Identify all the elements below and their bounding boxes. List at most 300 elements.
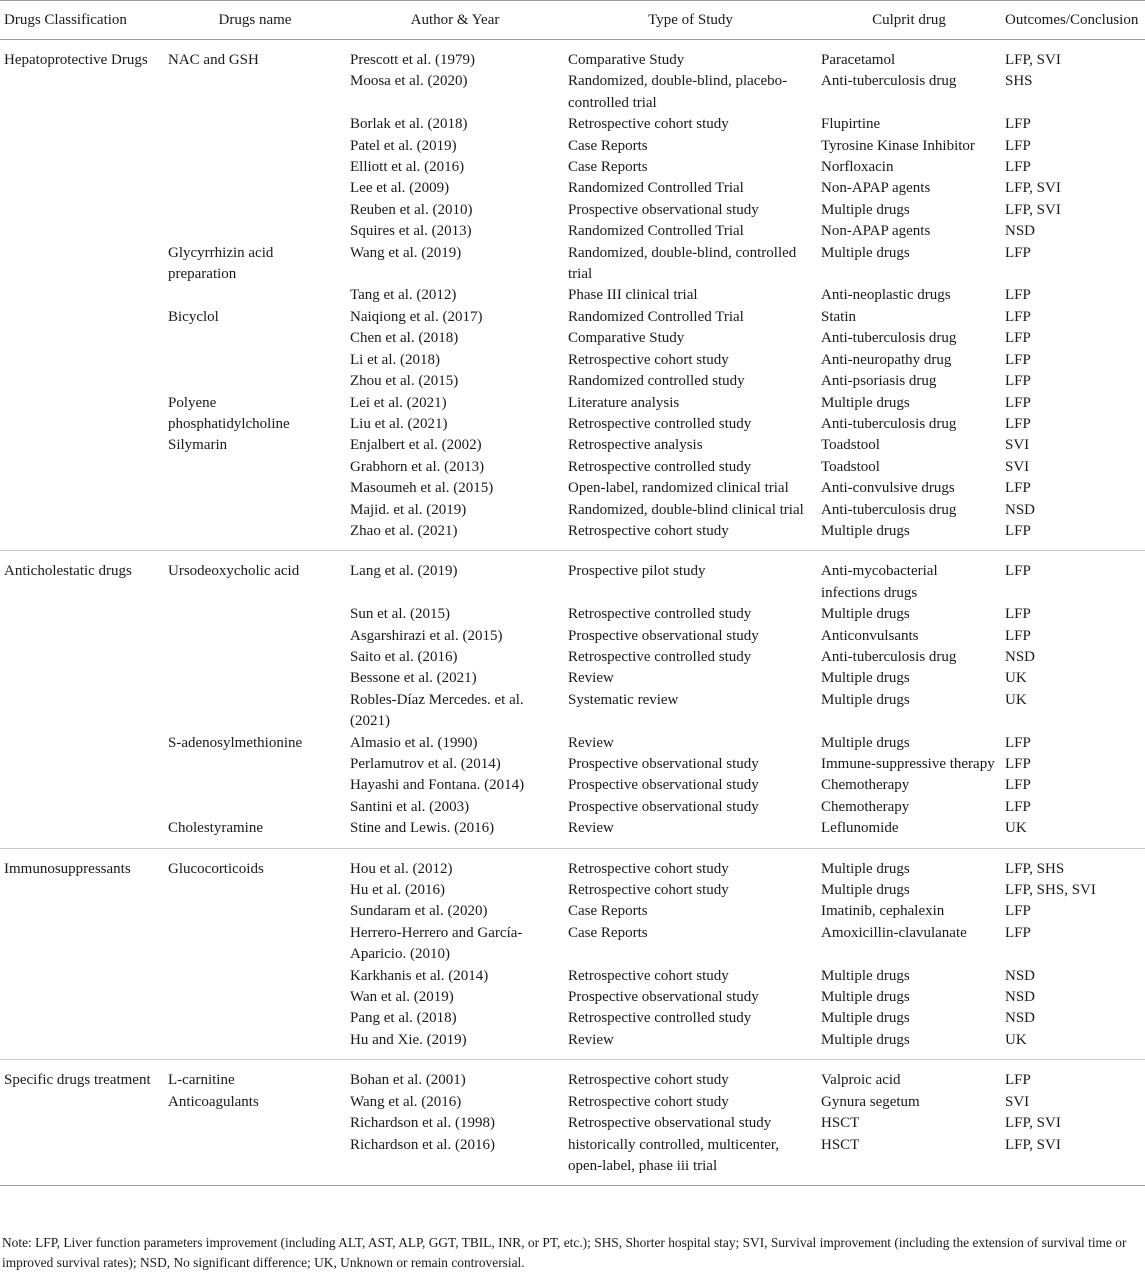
cell-classification — [0, 393, 164, 414]
cell-outcome: UK — [1005, 691, 1027, 708]
cell-classification — [0, 114, 164, 135]
cell-culprit-drug: HSCT — [821, 1115, 860, 1132]
cell-drug-name — [164, 71, 346, 114]
table-row — [0, 880, 1145, 901]
cell-study-type: Randomized, double-blind clinical trial — [568, 501, 804, 518]
cell-drug-name — [164, 690, 346, 733]
cell-outcome: LFP, SVI — [1005, 52, 1061, 68]
cell-drug-name: Anticoagulants — [168, 1093, 259, 1110]
cell-outcome: LFP — [1005, 373, 1031, 390]
cell-culprit-drug: Multiple drugs — [821, 882, 910, 899]
cell-culprit-drug: Anti-tuberculosis drug — [821, 330, 957, 347]
cell-author-year: Enjalbert et al. (2002) — [350, 437, 482, 454]
table-body — [0, 40, 1145, 1186]
cell-culprit-drug: Anti-tuberculosis drug — [821, 73, 957, 90]
cell-culprit-drug: Immune-suppressive therapy — [821, 756, 995, 772]
cell-classification — [0, 880, 164, 901]
cell-study-type: Prospective observational study — [568, 201, 759, 218]
cell-study-type: Retrospective observational study — [568, 1115, 772, 1132]
table-row — [0, 797, 1145, 818]
table-row — [0, 1008, 1145, 1029]
table-row — [0, 71, 1145, 114]
cell-author-year: Robles-Díaz Mercedes. et al. (2021) — [350, 691, 524, 730]
cell-classification — [0, 521, 164, 551]
cell-outcome: SVI — [1005, 437, 1030, 454]
cell-classification — [0, 328, 164, 349]
cell-outcome: UK — [1005, 670, 1027, 687]
table-row — [0, 435, 1145, 456]
cell-drug-name — [164, 114, 346, 135]
cell-drug-name — [164, 521, 346, 551]
cell-drug-name — [164, 350, 346, 371]
cell-study-type: Retrospective cohort study — [568, 967, 729, 984]
cell-drug-name — [164, 647, 346, 668]
table-row — [0, 733, 1145, 754]
cell-outcome: LFP — [1005, 116, 1031, 133]
cell-outcome: LFP — [1005, 159, 1031, 176]
table-row — [0, 285, 1145, 306]
cell-author-year: Sun et al. (2015) — [350, 606, 450, 623]
cell-culprit-drug: Gynura segetum — [821, 1093, 920, 1110]
cell-drug-name — [164, 987, 346, 1008]
cell-classification — [0, 500, 164, 521]
cell-study-type: Retrospective controlled study — [568, 648, 752, 665]
cell-outcome: NSD — [1005, 967, 1036, 984]
table-row — [0, 987, 1145, 1008]
cell-outcome: LFP — [1005, 244, 1031, 261]
table-row — [0, 221, 1145, 242]
cell-drug-name — [164, 604, 346, 625]
cell-study-type: Randomized Controlled Trial — [568, 223, 744, 240]
cell-culprit-drug: Amoxicillin-clavulanate — [821, 924, 967, 941]
cell-author-year: Chen et al. (2018) — [350, 330, 459, 347]
cell-culprit-drug: Valproic acid — [821, 1072, 901, 1089]
cell-author-year: Stine and Lewis. (2016) — [350, 820, 495, 837]
cell-outcome: LFP, SVI — [1005, 1115, 1061, 1132]
cell-culprit-drug: Anti-tuberculosis drug — [821, 501, 957, 518]
cell-author-year: Herrero-Herrero and García-Aparicio. (2010) — [350, 924, 523, 963]
cell-culprit-drug: Anti-mycobacterial infections drugs — [821, 563, 938, 601]
cell-culprit-drug: Multiple drugs — [821, 860, 910, 877]
table-row — [0, 923, 1145, 966]
cell-study-type: Phase III clinical trial — [568, 287, 698, 304]
cell-outcome: LFP, SHS — [1005, 860, 1065, 877]
cell-culprit-drug: Multiple drugs — [821, 606, 910, 623]
cell-study-type: Prospective observational study — [568, 627, 759, 644]
cell-classification: Specific drugs treatment — [4, 1072, 151, 1089]
cell-classification — [0, 1092, 164, 1113]
cell-author-year: Tang et al. (2012) — [350, 287, 457, 304]
cell-author-year: Hu and Xie. (2019) — [350, 1031, 467, 1048]
cell-outcome: LFP, SVI — [1005, 201, 1061, 218]
cell-study-type: Case Reports — [568, 137, 648, 154]
cell-classification — [0, 901, 164, 922]
cell-culprit-drug: Multiple drugs — [821, 989, 910, 1006]
cell-culprit-drug: Tyrosine Kinase Inhibitor — [821, 137, 975, 154]
cell-classification — [0, 604, 164, 625]
cell-culprit-drug: Multiple drugs — [821, 967, 910, 984]
cell-culprit-drug: Multiple drugs — [821, 1010, 910, 1027]
cell-study-type: Review — [568, 1031, 614, 1048]
cell-study-type: Case Reports — [568, 924, 648, 941]
table-row — [0, 178, 1145, 199]
table-row — [0, 307, 1145, 328]
header-row — [0, 1, 1145, 40]
cell-classification — [0, 626, 164, 647]
cell-classification — [0, 733, 164, 754]
table-row — [0, 668, 1145, 689]
cell-drug-name: Polyene — [168, 394, 217, 411]
cell-drug-name — [164, 157, 346, 178]
header-cell-classification: Drugs Classification — [0, 1, 164, 40]
header-cell-culprit-drug: Culprit drug — [817, 1, 1001, 40]
cell-culprit-drug: Multiple drugs — [821, 201, 910, 218]
cell-culprit-drug: Multiple drugs — [821, 1031, 910, 1048]
cell-culprit-drug: Non-APAP agents — [821, 223, 931, 240]
cell-study-type: Prospective observational study — [568, 989, 759, 1006]
cell-study-type: Case Reports — [568, 903, 648, 920]
cell-study-type: Retrospective cohort study — [568, 1072, 729, 1089]
cell-author-year: Pang et al. (2018) — [350, 1010, 457, 1027]
cell-outcome: LFP, SVI — [1005, 180, 1061, 197]
cell-culprit-drug: Anti-tuberculosis drug — [821, 648, 957, 665]
cell-study-type: Prospective pilot study — [568, 563, 706, 580]
table-row — [0, 647, 1145, 668]
cell-drug-name — [164, 966, 346, 987]
cell-classification — [0, 435, 164, 456]
cell-author-year: Asgarshirazi et al. (2015) — [350, 627, 503, 644]
cell-outcome: LFP, SHS, SVI — [1005, 882, 1096, 899]
cell-drug-name: S-adenosylmethionine — [168, 734, 303, 751]
cell-drug-name — [164, 626, 346, 647]
cell-drug-name: Bicyclol — [168, 308, 219, 325]
cell-author-year: Karkhanis et al. (2014) — [350, 967, 489, 984]
cell-study-type: Case Reports — [568, 159, 648, 176]
cell-culprit-drug: Flupirtine — [821, 116, 881, 133]
cell-outcome: NSD — [1005, 223, 1036, 240]
cell-drug-name — [164, 328, 346, 349]
table-row — [0, 393, 1145, 414]
cell-classification — [0, 818, 164, 848]
cell-study-type: Retrospective cohort study — [568, 351, 729, 368]
cell-study-type: Literature analysis — [568, 394, 680, 411]
cell-outcome: LFP — [1005, 287, 1031, 304]
cell-classification — [0, 775, 164, 796]
cell-author-year: Borlak et al. (2018) — [350, 116, 468, 133]
cell-author-year: Bessone et al. (2021) — [350, 670, 477, 687]
cell-study-type: Retrospective analysis — [568, 437, 703, 454]
cell-classification: Anticholestatic drugs — [4, 563, 132, 580]
table-row — [0, 966, 1145, 987]
cell-outcome: NSD — [1005, 501, 1036, 518]
cell-author-year: Lee et al. (2009) — [350, 180, 450, 197]
cell-outcome: NSD — [1005, 989, 1036, 1006]
cell-study-type: Review — [568, 734, 614, 751]
cell-classification — [0, 457, 164, 478]
cell-classification — [0, 414, 164, 435]
cell-outcome: NSD — [1005, 1010, 1036, 1027]
table-row — [0, 500, 1145, 521]
cell-culprit-drug: Multiple drugs — [821, 691, 910, 708]
cell-study-type: Systematic review — [568, 691, 679, 708]
cell-author-year: Richardson et al. (1998) — [350, 1115, 495, 1132]
cell-drug-name — [164, 457, 346, 478]
cell-classification — [0, 136, 164, 157]
cell-classification — [0, 371, 164, 392]
cell-classification — [0, 1030, 164, 1060]
cell-culprit-drug: Imatinib, cephalexin — [821, 903, 945, 920]
table-row — [0, 521, 1145, 551]
cell-culprit-drug: Non-APAP agents — [821, 180, 931, 197]
cell-study-type: Review — [568, 670, 614, 687]
cell-culprit-drug: HSCT — [821, 1136, 860, 1153]
cell-drug-name — [164, 901, 346, 922]
cell-outcome: LFP — [1005, 394, 1031, 411]
table-row — [0, 457, 1145, 478]
table-row — [0, 40, 1145, 72]
cell-drug-name — [164, 923, 346, 966]
table-row — [0, 818, 1145, 848]
cell-classification — [0, 923, 164, 966]
cell-outcome: LFP — [1005, 903, 1031, 920]
cell-study-type: Prospective observational study — [568, 756, 759, 772]
cell-author-year: Li et al. (2018) — [350, 351, 440, 368]
cell-drug-name — [164, 500, 346, 521]
cell-author-year: Sundaram et al. (2020) — [350, 903, 488, 920]
cell-classification — [0, 157, 164, 178]
table-row — [0, 1135, 1145, 1186]
cell-outcome: UK — [1005, 1031, 1027, 1048]
cell-classification — [0, 350, 164, 371]
cell-drug-name: Glycyrrhizin acid preparation — [168, 244, 274, 283]
cell-study-type: Comparative Study — [568, 52, 685, 68]
cell-classification — [0, 200, 164, 221]
table-row — [0, 754, 1145, 775]
cell-author-year: Wan et al. (2019) — [350, 989, 454, 1006]
cell-outcome: LFP — [1005, 734, 1031, 751]
cell-author-year: Lang et al. (2019) — [350, 563, 458, 580]
cell-drug-name: phosphatidylcholine — [168, 415, 290, 432]
cell-drug-name: Silymarin — [168, 437, 228, 454]
table-row — [0, 114, 1145, 135]
cell-culprit-drug: Anticonvulsants — [821, 627, 919, 644]
table-row — [0, 690, 1145, 733]
table-footnote: Note: LFP, Liver function parameters improvement (including ALT, AST, ALP, GGT, TBIL, INR, or PT, etc.); SHS, Shorter hospital stay; SVI, Survival improvement (including the extension of survival time or improved survival rates); NSD, No significant difference; UK, Unknown or remain controversial. — [2, 1235, 1127, 1270]
cell-drug-name — [164, 668, 346, 689]
cell-author-year: Moosa et al. (2020) — [350, 73, 468, 90]
table-row — [0, 604, 1145, 625]
cell-study-type: Retrospective cohort study — [568, 882, 729, 899]
cell-study-type: Retrospective controlled study — [568, 606, 752, 623]
cell-author-year: Hayashi and Fontana. (2014) — [350, 777, 525, 794]
cell-drug-name — [164, 1113, 346, 1134]
cell-study-type: Review — [568, 820, 614, 837]
cell-drug-name — [164, 1030, 346, 1060]
cell-outcome: SVI — [1005, 458, 1030, 475]
cell-classification — [0, 178, 164, 199]
cell-drug-name: Glucocorticoids — [168, 860, 264, 877]
header-cell-outcomes: Outcomes/Conclusion — [1001, 1, 1145, 40]
table-row — [0, 1030, 1145, 1060]
cell-drug-name — [164, 178, 346, 199]
cell-author-year: Naiqiong et al. (2017) — [350, 308, 483, 325]
cell-classification — [0, 647, 164, 668]
cell-author-year: Lei et al. (2021) — [350, 394, 447, 411]
cell-author-year: Squires et al. (2013) — [350, 223, 472, 240]
cell-drug-name — [164, 775, 346, 796]
header-cell-drugs-name: Drugs name — [164, 1, 346, 40]
cell-study-type: Retrospective controlled study — [568, 1010, 752, 1027]
cell-culprit-drug: Anti-neuropathy drug — [821, 351, 952, 368]
cell-author-year: Saito et al. (2016) — [350, 648, 458, 665]
cell-outcome: LFP — [1005, 480, 1031, 497]
cell-culprit-drug: Anti-convulsive drugs — [821, 480, 955, 497]
table-row — [0, 328, 1145, 349]
header-cell-author-year: Author & Year — [346, 1, 564, 40]
cell-author-year: Almasio et al. (1990) — [350, 734, 478, 751]
cell-culprit-drug: Chemotherapy — [821, 777, 910, 794]
cell-culprit-drug: Toadstool — [821, 458, 880, 475]
cell-outcome: LFP — [1005, 924, 1031, 941]
table-row — [0, 775, 1145, 796]
cell-culprit-drug: Toadstool — [821, 437, 880, 454]
cell-drug-name — [164, 754, 346, 775]
cell-study-type: Retrospective cohort study — [568, 1093, 729, 1110]
cell-outcome: LFP — [1005, 522, 1031, 539]
cell-author-year: Prescott et al. (1979) — [350, 52, 475, 68]
cell-drug-name: L-carnitine — [168, 1072, 235, 1089]
cell-culprit-drug: Anti-neoplastic drugs — [821, 287, 951, 304]
cell-drug-name — [164, 221, 346, 242]
cell-outcome: SVI — [1005, 1093, 1030, 1110]
cell-outcome: LFP — [1005, 1072, 1031, 1089]
cell-outcome: LFP — [1005, 627, 1031, 644]
table-row — [0, 200, 1145, 221]
cell-classification — [0, 797, 164, 818]
cell-outcome: LFP — [1005, 351, 1031, 368]
cell-culprit-drug: Statin — [821, 308, 857, 325]
cell-author-year: Grabhorn et al. (2013) — [350, 458, 485, 475]
cell-study-type: Retrospective cohort study — [568, 860, 729, 877]
cell-author-year: Wang et al. (2019) — [350, 244, 462, 261]
table-row — [0, 350, 1145, 371]
cell-classification — [0, 690, 164, 733]
cell-outcome: LFP — [1005, 137, 1031, 154]
cell-author-year: Majid. et al. (2019) — [350, 501, 467, 518]
cell-classification: Hepatoprotective Drugs — [4, 52, 148, 68]
cell-outcome: LFP, SVI — [1005, 1136, 1061, 1153]
cell-drug-name — [164, 1135, 346, 1186]
cell-study-type: Retrospective controlled study — [568, 458, 752, 475]
cell-outcome: LFP — [1005, 606, 1031, 623]
cell-culprit-drug: Multiple drugs — [821, 734, 910, 751]
cell-study-type: Retrospective cohort study — [568, 116, 729, 133]
cell-study-type: Randomized controlled study — [568, 373, 745, 390]
cell-drug-name — [164, 478, 346, 499]
cell-author-year: Wang et al. (2016) — [350, 1093, 462, 1110]
cell-culprit-drug: Multiple drugs — [821, 670, 910, 687]
cell-classification — [0, 243, 164, 286]
table-row — [0, 157, 1145, 178]
cell-culprit-drug: Paracetamol — [821, 52, 896, 68]
cell-study-type: Retrospective controlled study — [568, 415, 752, 432]
table-row — [0, 1092, 1145, 1113]
cell-classification — [0, 71, 164, 114]
cell-outcome: LFP — [1005, 415, 1031, 432]
cell-drug-name — [164, 136, 346, 157]
cell-classification — [0, 1008, 164, 1029]
cell-author-year: Perlamutrov et al. (2014) — [350, 756, 501, 772]
cell-outcome: LFP — [1005, 798, 1031, 815]
cell-study-type: Prospective observational study — [568, 777, 759, 794]
cell-author-year: Elliott et al. (2016) — [350, 159, 465, 176]
cell-classification — [0, 478, 164, 499]
cell-outcome: LFP — [1005, 777, 1031, 794]
table-row — [0, 901, 1145, 922]
cell-author-year: Hu et al. (2016) — [350, 882, 445, 899]
cell-classification — [0, 754, 164, 775]
header-cell-study-type: Type of Study — [564, 1, 817, 40]
cell-culprit-drug: Anti-psoriasis drug — [821, 373, 937, 390]
table-row — [0, 414, 1145, 435]
cell-study-type: Randomized, double-blind, controlled trial — [568, 244, 797, 283]
cell-author-year: Richardson et al. (2016) — [350, 1136, 495, 1153]
table-row — [0, 136, 1145, 157]
cell-outcome: LFP — [1005, 563, 1031, 580]
cell-drug-name: Cholestyramine — [168, 820, 263, 837]
cell-outcome: LFP — [1005, 308, 1031, 325]
table-row — [0, 243, 1145, 286]
table-row — [0, 848, 1145, 880]
cell-study-type: Randomized, double-blind, placebo-controlled trial — [568, 73, 788, 111]
cell-outcome: UK — [1005, 820, 1027, 837]
cell-culprit-drug: Multiple drugs — [821, 522, 910, 539]
cell-drug-name — [164, 200, 346, 221]
cell-outcome: SHS — [1005, 73, 1033, 90]
cell-culprit-drug: Multiple drugs — [821, 244, 910, 261]
cell-classification — [0, 966, 164, 987]
cell-study-type: Retrospective cohort study — [568, 522, 729, 539]
cell-author-year: Liu et al. (2021) — [350, 415, 448, 432]
cell-classification — [0, 285, 164, 306]
cell-outcome: LFP — [1005, 756, 1031, 772]
cell-drug-name — [164, 880, 346, 901]
cell-culprit-drug: Multiple drugs — [821, 394, 910, 411]
cell-classification — [0, 307, 164, 328]
cell-author-year: Zhou et al. (2015) — [350, 373, 459, 390]
cell-outcome: LFP — [1005, 330, 1031, 347]
cell-study-type: historically controlled, multicenter, open-label, phase iii trial — [568, 1136, 780, 1174]
cell-author-year: Patel et al. (2019) — [350, 137, 457, 154]
cell-classification — [0, 1135, 164, 1186]
cell-drug-name: NAC and GSH — [168, 52, 259, 68]
cell-author-year: Bohan et al. (2001) — [350, 1072, 466, 1089]
table-row — [0, 626, 1145, 647]
table-row — [0, 371, 1145, 392]
cell-classification — [0, 1113, 164, 1134]
cell-author-year: Santini et al. (2003) — [350, 798, 470, 815]
table-row — [0, 1060, 1145, 1092]
cell-drug-name — [164, 371, 346, 392]
cell-drug-name — [164, 1008, 346, 1029]
cell-classification — [0, 987, 164, 1008]
cell-study-type: Comparative Study — [568, 330, 685, 347]
cell-drug-name — [164, 285, 346, 306]
cell-author-year: Hou et al. (2012) — [350, 860, 453, 877]
cell-study-type: Prospective observational study — [568, 798, 759, 815]
cell-study-type: Randomized Controlled Trial — [568, 308, 744, 325]
cell-author-year: Masoumeh et al. (2015) — [350, 480, 494, 497]
